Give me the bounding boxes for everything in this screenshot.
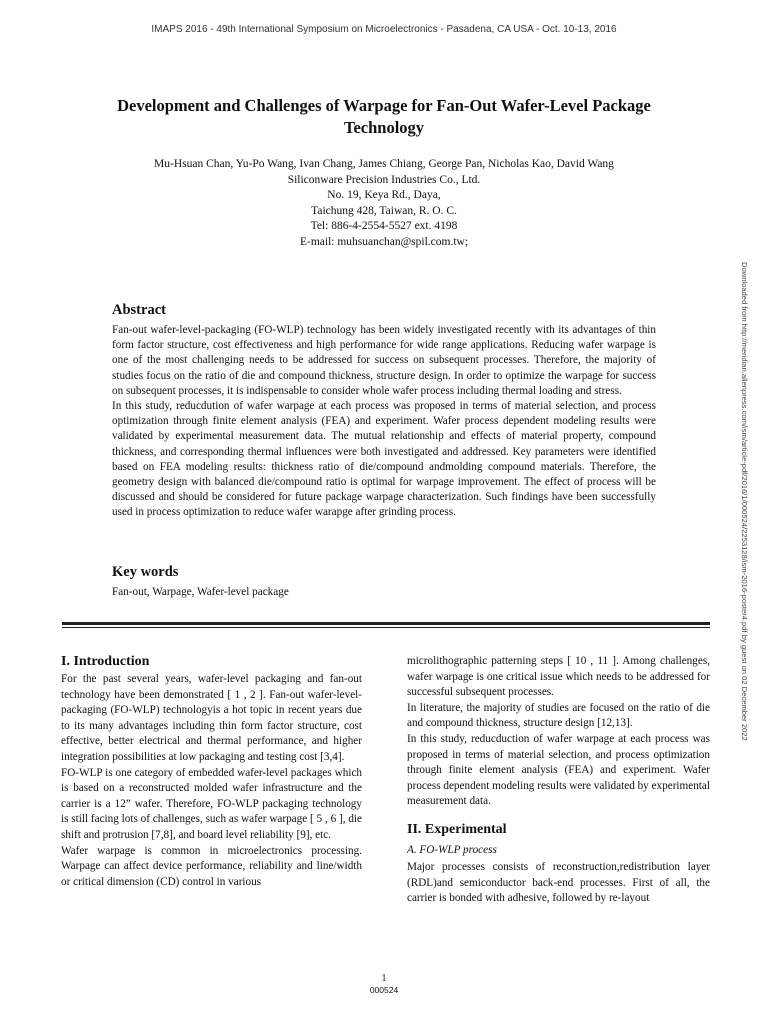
- title-block: [100, 95, 668, 139]
- author-names: Mu-Hsuan Chan, Yu-Po Wang, Ivan Chang, James Chiang, George Pan, Nicholas Kao, David Wang: [154, 158, 614, 170]
- keywords-section: [112, 564, 656, 600]
- download-watermark: [737, 262, 749, 762]
- keywords-heading: Key words: [112, 564, 179, 580]
- telephone: Tel: 886-4-2554-5527 ext. 4198: [310, 220, 458, 232]
- section-divider-thick: [62, 622, 710, 625]
- experimental-heading: II. Experimental: [407, 821, 507, 837]
- abstract-paragraph: In this study, reducdution of wafer warpage at each process was proposed in terms of material selection, and process optimization through finite element analysis (FEA) and experiment. Wafer process dependent modeling results were validated by experimental measurement data. The mutual relationship and effects of material property, compound thickness, and corresponding thermal influences were both investigated and addressed. Key parameters were identified based on FEA modeling results: thickness ratio of die/compound andmolding compound materials. Therefore, the geometry design with balanced die/compound ratio is optimal for warpage improvement. The effect of process will be discussed and should be considered for future package warpage characterization. Such findings have been successfully used in process optimization to reduce wafer warapge after grinding process.: [112, 400, 656, 519]
- abstract-section: [112, 302, 656, 521]
- body-paragraph: For the past several years, wafer-level packaging and fan-out technology have been demonstrated [ 1 , 2 ]. Fan-out wafer-level-packaging (FO-WLP) technologyis a hot topic in recent years due to its many advantages including thin form factor structure, cost effective, better electrical and thermal performance, and higher integration possibilities at low packaging and testing cost [3,4].: [61, 673, 362, 763]
- paper-title: Development and Challenges of Warpage for Fan-Out Wafer-Level Package Technology: [117, 96, 651, 137]
- body-paragraph: Wafer warpage is common in microelectronics processing. Warpage can affect device performance, reliability and line/width or critical dimension (CD) control in various: [61, 844, 362, 888]
- address-line-2: Taichung 428, Taiwan, R. O. C.: [311, 204, 457, 217]
- body-paragraph: microlithographic patterning steps [ 10 , 11 ]. Among challenges, wafer warpage is one critical issue which needs to be addressed for successful subsequent processes.: [407, 655, 710, 699]
- body-paragraph: Major processes consists of reconstruction,redistribution layer (RDL)and semiconductor back-end processes. First of all, the carrier is bonded with adhesive, followed by re-layout: [407, 860, 710, 905]
- address-line-1: No. 19, Keya Rd., Daya,: [327, 189, 441, 201]
- abstract-paragraph: Fan-out wafer-level-packaging (FO-WLP) technology has been widely investigated recently with its advantages of thin form factor structure, cost effectiveness and high performance for wide range applications. Reducing wafer warpage is one of the most challenging needs to be addressed for success on subsequent processes. Therefore, the majority of studies focus on the ratio of die and compound thickness, structure design. In order to optimize the warpage for success on subsequent processes, it is indispensable to consider whole wafer process including thermal loading and stress.: [112, 324, 656, 397]
- author-block: [60, 157, 708, 250]
- left-column: [61, 654, 362, 890]
- affiliation: Siliconware Precision Industries Co., Ltd.: [287, 173, 481, 186]
- abstract-heading: Abstract: [112, 302, 166, 318]
- email: E-mail: muhsuanchan@spil.com.tw;: [299, 235, 469, 248]
- right-column: [407, 654, 710, 907]
- introduction-heading: I. Introduction: [61, 654, 150, 669]
- page-code: 000524: [369, 985, 399, 995]
- running-header: IMAPS 2016 - 49th International Symposium on Microelectronics - Pasadena, CA USA - Oct. 10-13, 2016: [151, 24, 617, 35]
- body-paragraph: FO-WLP is one category of embedded wafer-level packages which is based on a reconstructed molded wafer infrastructure and the carrier is a 12” wafer. Therefore, FO-WLP packaging technology is still facing lots of challenges, such as wafer warpage [ 5 , 6 ], die shift and protrusion [7,8], and board level reliability [9], etc.: [61, 766, 362, 841]
- fowlp-process-subheading: A. FO-WLP process: [407, 843, 497, 856]
- download-watermark-text: Downloaded from http://meridian.allenpress.com/ism/article-pdf/2016/1/000524/2253128/ism-2016-poster4.pdf by guest on 02 December 2022: [740, 262, 749, 741]
- body-paragraph: In this study, reducduction of wafer warpage at each process was proposed in terms of material selection, and process optimization through finite element analysis (FEA) and experiment. Wafer process dependent modeling results were validated by experimental measurement data.: [407, 732, 710, 808]
- body-paragraph: In literature, the majority of studies are focused on the ratio of die and compound thickness, structure design [12,13].: [407, 701, 710, 730]
- page-number: 1: [381, 973, 387, 984]
- spacer: [407, 810, 710, 822]
- keywords-text: Fan-out, Warpage, Wafer-level package: [112, 586, 289, 598]
- section-divider-thin: [62, 627, 710, 628]
